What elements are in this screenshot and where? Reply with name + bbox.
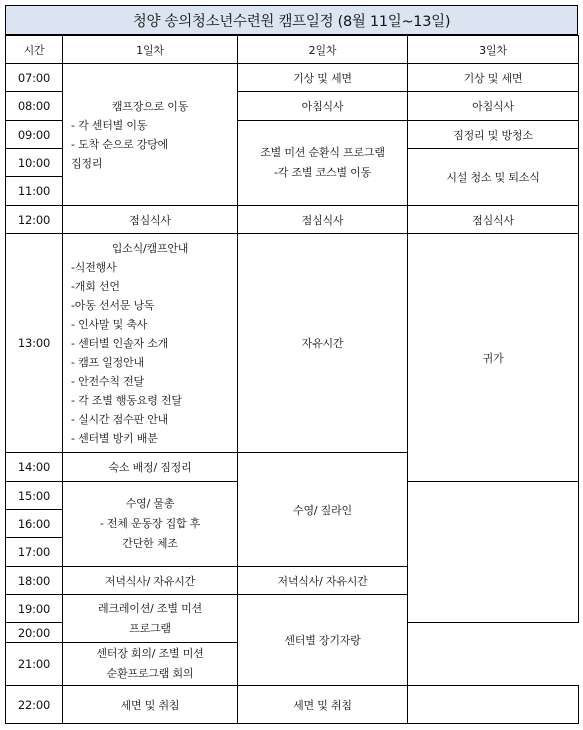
time-cell: 13:00 — [6, 234, 63, 453]
list-item: - 안전수칙 전달 — [71, 374, 144, 388]
header-day1: 1일차 — [63, 36, 238, 64]
time-cell: 20:00 — [6, 623, 63, 643]
time-cell: 10:00 — [6, 149, 63, 177]
day3-checkout-cell: 시설 청소 및 퇴소식 — [408, 149, 579, 206]
time-cell: 08:00 — [6, 92, 63, 121]
day2-wake-cell: 기상 및 세면 — [238, 64, 408, 92]
list-item: - 인사말 및 축사 — [71, 317, 148, 331]
day3-lunch-cell: 점심식사 — [408, 206, 579, 234]
list-item: - 각 조별 행동요령 전달 — [71, 393, 182, 407]
time-cell: 09:00 — [6, 121, 63, 149]
header-day2: 2일차 — [238, 36, 408, 64]
day1-dinner-cell: 저녁식사/ 자유시간 — [63, 567, 238, 595]
table-row — [6, 234, 579, 453]
day2-swim-cell: 수영/ 짚라인 — [238, 453, 408, 567]
list-item: - 센터별 방키 배분 — [71, 431, 158, 445]
list-item: 캠프장으로 이동 — [111, 99, 189, 113]
schedule-table — [5, 35, 579, 724]
day1-lunch-cell: 점심식사 — [63, 206, 238, 234]
list-item: 프로그램 — [129, 621, 171, 635]
day3-wake-cell: 기상 및 세면 — [408, 64, 579, 92]
list-item: 입소식/캠프안내 — [111, 241, 189, 255]
list-item: 순환프로그램 회의 — [106, 667, 194, 680]
list-item: 간단한 체조 — [122, 537, 178, 550]
table-row — [6, 686, 579, 724]
day2-sleep-cell: 세면 및 취침 — [238, 686, 408, 724]
list-item: 조별 미션 순환식 프로그램 — [260, 146, 385, 159]
list-item: 센터장 회의/ 조별 미션 — [96, 647, 204, 660]
day1-sleep-cell: 세면 및 취침 — [63, 686, 238, 724]
day2-free-cell: 자유시간 — [238, 234, 408, 453]
time-cell: 16:00 — [6, 510, 63, 538]
table-row — [6, 206, 579, 234]
day1-meeting-cell — [63, 643, 238, 686]
day1-opening-cell — [63, 234, 238, 453]
time-cell: 17:00 — [6, 538, 63, 567]
list-item: - 도착 순으로 강당에 — [71, 137, 169, 151]
day3-empty-cell — [408, 482, 579, 623]
time-cell: 22:00 — [6, 686, 63, 724]
day3-return-cell: 귀가 — [408, 234, 579, 482]
time-cell: 21:00 — [6, 643, 63, 686]
header-time: 시간 — [6, 36, 63, 64]
day2-breakfast-cell: 아침식사 — [238, 92, 408, 121]
time-cell: 18:00 — [6, 567, 63, 595]
day2-dinner-cell: 저녁식사/ 자유시간 — [238, 567, 408, 595]
header-day3: 3일차 — [408, 36, 579, 64]
time-cell: 07:00 — [6, 64, 63, 92]
list-item: 집정리 — [71, 156, 103, 170]
day2-talent-cell: 센터별 장기자랑 — [238, 595, 408, 686]
list-item: -각 조별 코스별 이동 — [273, 166, 372, 179]
list-item: 수영/ 물총 — [125, 497, 175, 510]
list-item: - 전체 운동장 집합 후 — [99, 517, 201, 530]
list-item: 레크레이션/ 조별 미션 — [98, 601, 202, 615]
day1-swim-cell — [63, 482, 238, 567]
day3-empty-bottom-cell — [408, 686, 579, 724]
day1-move-cell — [63, 64, 238, 206]
page-title: 청양 송의청소년수련원 캠프일정 (8월 11일~13일) — [5, 5, 578, 35]
list-item: - 각 센터별 이동 — [71, 118, 148, 132]
day1-recreation-cell — [63, 595, 238, 643]
day3-cleanup-cell: 짐정리 및 방청소 — [408, 121, 579, 149]
time-cell: 11:00 — [6, 177, 63, 206]
list-item: - 센터별 인솔자 소개 — [71, 336, 169, 350]
day2-lunch-cell: 점심식사 — [238, 206, 408, 234]
day3-breakfast-cell: 아침식사 — [408, 92, 579, 121]
list-item: - 캠프 일정안내 — [71, 355, 144, 369]
list-item: -식전행사 — [71, 260, 117, 274]
list-item: - 실시간 점수판 안내 — [71, 412, 169, 426]
day1-room-cell: 숙소 배정/ 짐정리 — [63, 453, 238, 482]
list-item: -개회 선언 — [71, 279, 120, 293]
list-item: -아동 선서문 낭독 — [71, 298, 155, 312]
time-cell: 19:00 — [6, 595, 63, 623]
time-cell: 12:00 — [6, 206, 63, 234]
table-row — [6, 64, 579, 92]
time-cell: 14:00 — [6, 453, 63, 482]
time-cell: 15:00 — [6, 482, 63, 510]
day2-mission-cell — [238, 121, 408, 206]
header-row — [6, 36, 579, 64]
